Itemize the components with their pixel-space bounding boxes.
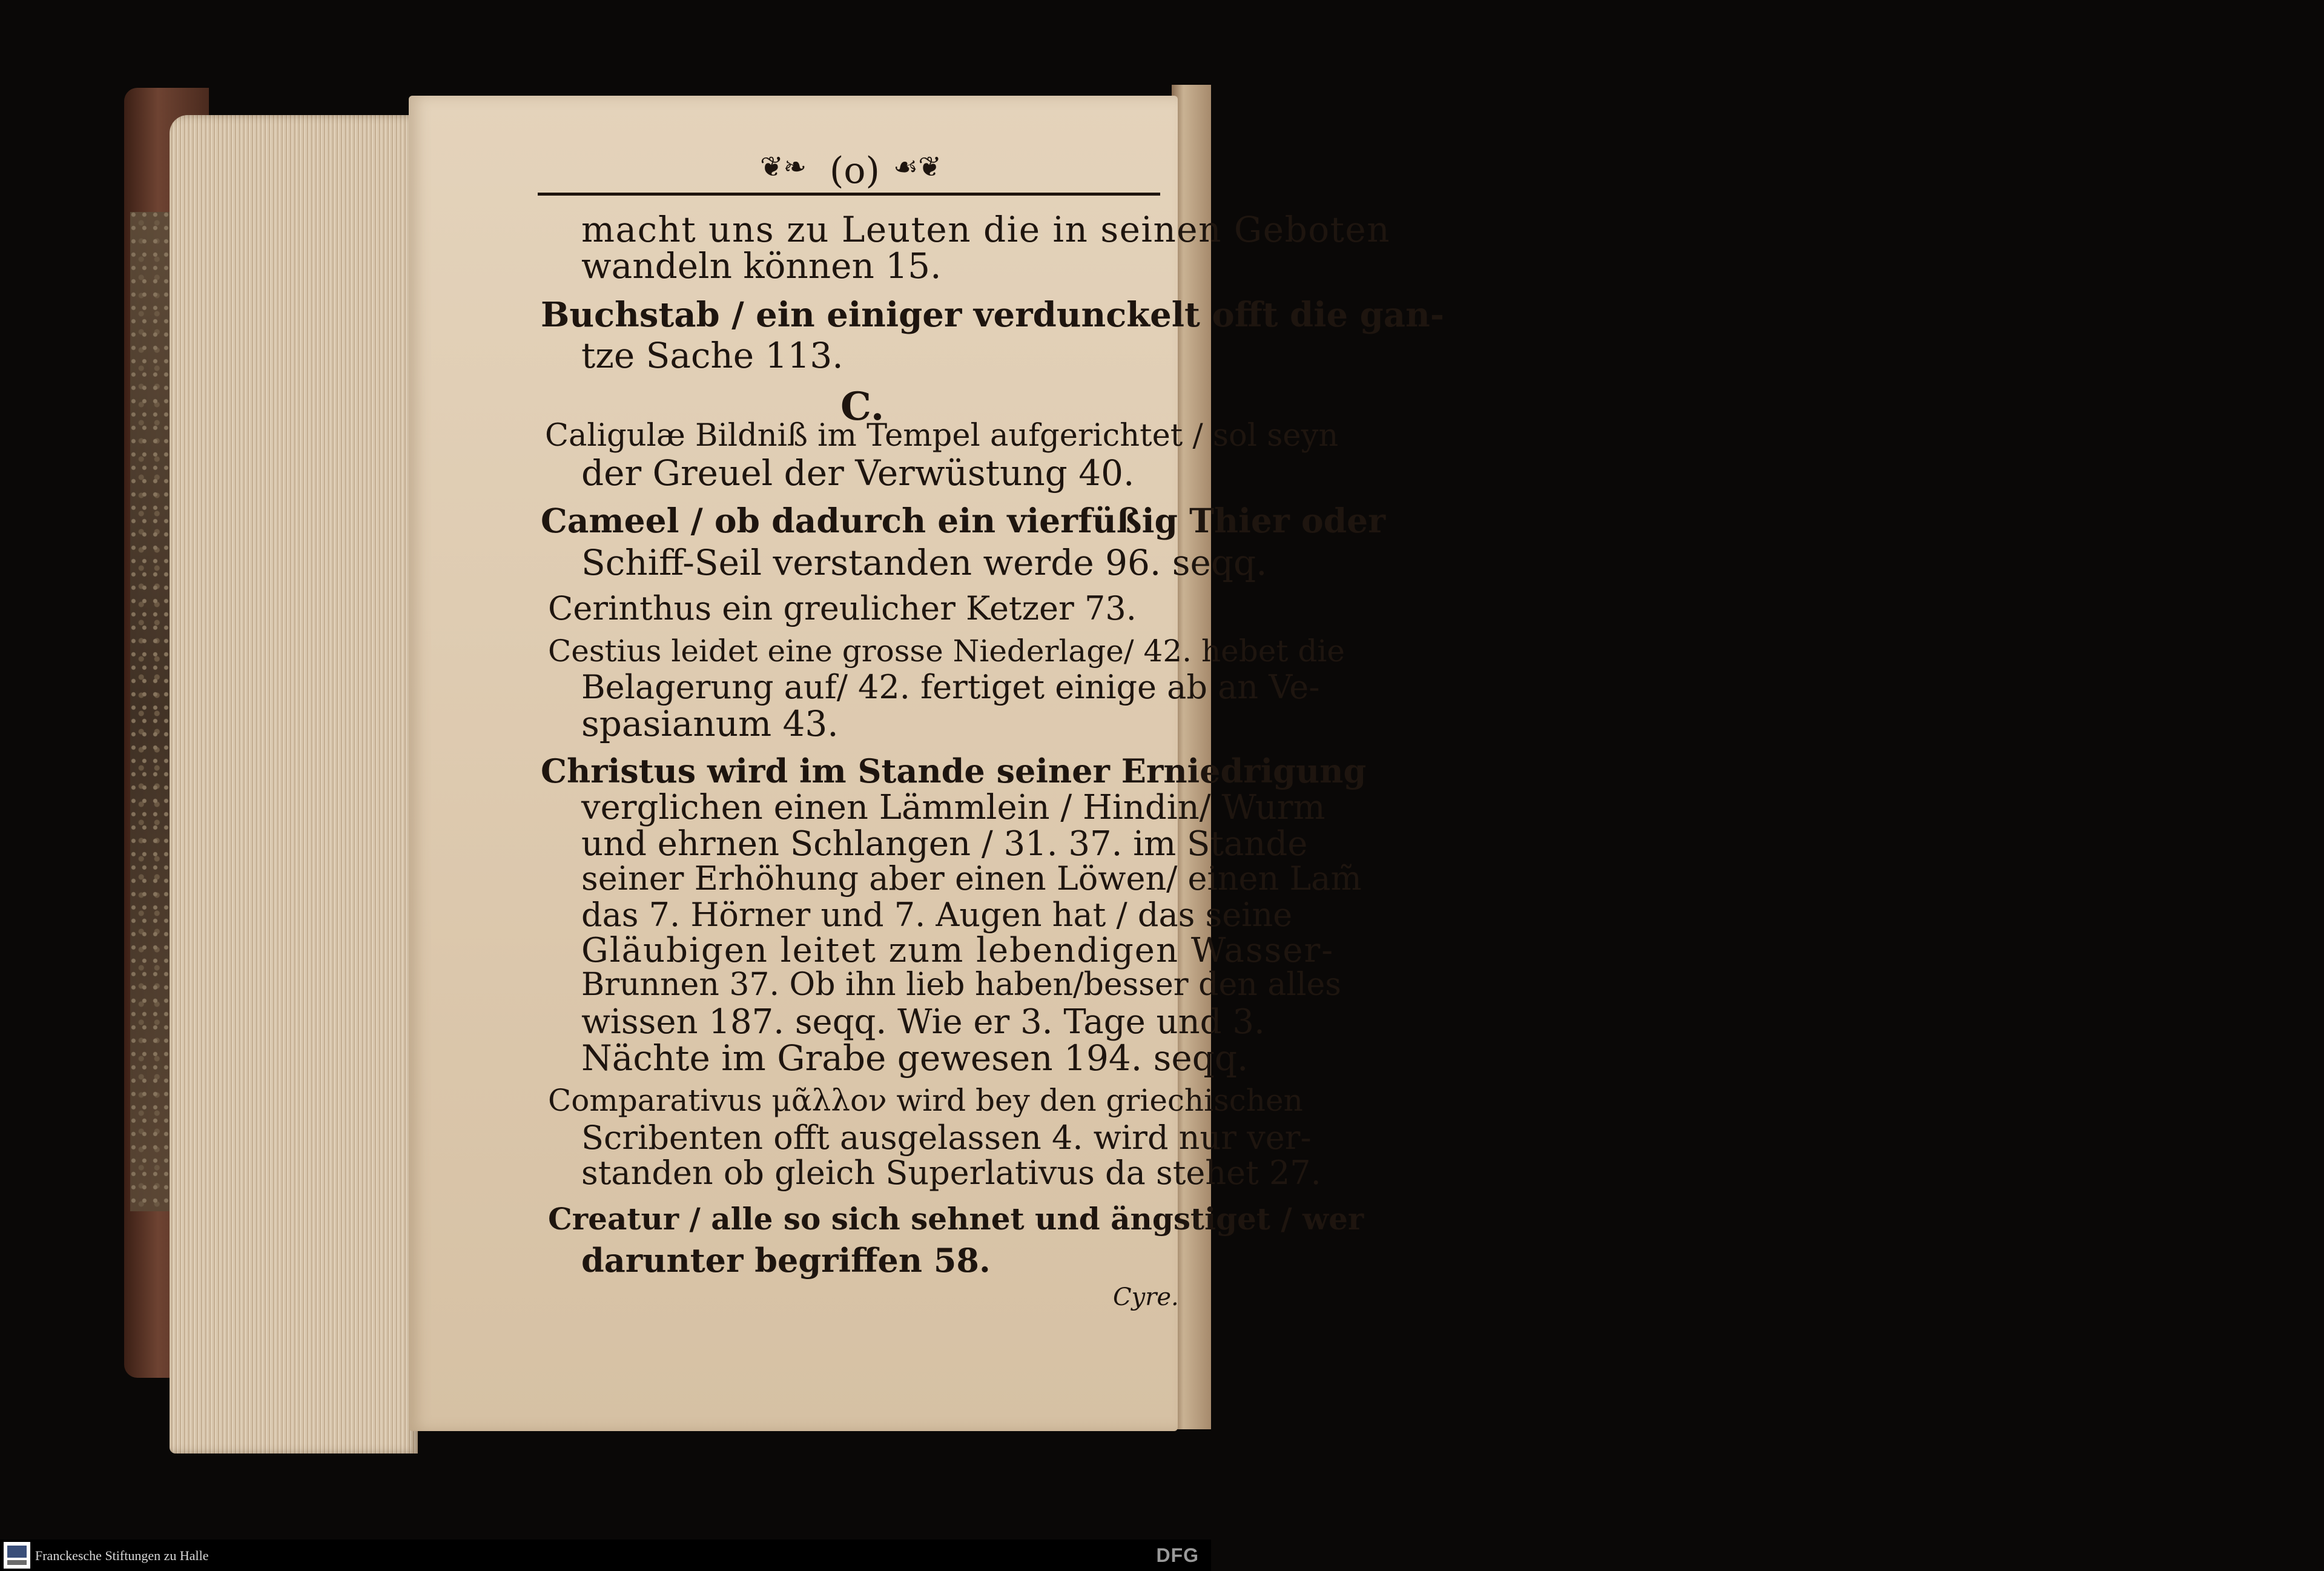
text-line: und ehrnen Schlangen / 31. 37. im Stande xyxy=(581,824,1308,864)
text-line: macht uns zu Leuten die in seinen Geboten xyxy=(581,209,1391,250)
institution-name: Franckesche Stiftungen zu Halle xyxy=(35,1548,209,1563)
text-line: spasianum 43. xyxy=(581,703,839,744)
section-letter: C. xyxy=(840,384,885,429)
header-ornament-left: ❦❧ xyxy=(760,150,807,183)
dfg-logo: DFG xyxy=(1156,1544,1199,1566)
header-ornament-right: ☙❦ xyxy=(893,150,942,183)
page-number: (o) xyxy=(830,150,880,192)
text-line: das 7. Hörner und 7. Augen hat / das seine xyxy=(581,896,1293,934)
text-line: Cerinthus ein greulicher Ketzer 73. xyxy=(548,589,1137,627)
text-line: Buchstab / ein einiger verdunckelt offt die gan- xyxy=(541,295,1444,335)
text-line: Schiff-Seil verstanden werde 96. seqq. xyxy=(581,542,1267,583)
text-line: Nächte im Grabe gewesen 194. seqq. xyxy=(581,1037,1249,1079)
page-block-edge xyxy=(170,115,418,1454)
text-line: Belagerung auf/ 42. fertiget einige ab an Ve- xyxy=(581,668,1320,706)
text-line: der Greuel der Verwüstung 40. xyxy=(581,452,1135,494)
text-line: Cameel / ob dadurch ein vierfüßig Thier oder xyxy=(541,501,1386,540)
text-line: verglichen einen Lämmlein / Hindin/ Wurm xyxy=(581,788,1325,827)
catchword: Cyre. xyxy=(1113,1283,1179,1311)
text-line: Scribenten offt ausgelassen 4. wird nur ver- xyxy=(581,1119,1312,1157)
text-line: wissen 187. seqq. Wie er 3. Tage und 3. xyxy=(581,1002,1265,1042)
text-line: wandeln können 15. xyxy=(581,245,942,286)
text-line: tze Sache 113. xyxy=(581,335,843,376)
institution-logo-icon xyxy=(4,1542,30,1569)
text-line: Caligulæ Bildniß im Tempel aufgerichtet / sol seyn xyxy=(545,418,1339,454)
viewer-footer xyxy=(0,1540,1211,1571)
text-line: Comparativus μᾶλλον wird bey den griechischen xyxy=(548,1083,1303,1118)
text-line: darunter begriffen 58. xyxy=(581,1241,991,1280)
text-line: seiner Erhöhung aber einen Löwen/ einen Lam̃ xyxy=(581,859,1362,898)
text-line: Brunnen 37. Ob ihn lieb haben/besser den alles xyxy=(581,967,1341,1003)
text-line: Christus wird im Stande seiner Erniedrigung xyxy=(541,752,1367,790)
text-line: Cestius leidet eine grosse Niederlage/ 42. hebet die xyxy=(548,633,1345,669)
header-rule xyxy=(538,193,1160,196)
text-line: Gläubigen leitet zum lebendigen Wasser- xyxy=(581,931,1335,970)
text-line: Creatur / alle so sich sehnet und ängstiget / wer xyxy=(548,1201,1364,1237)
text-line: standen ob gleich Superlativus da stehet 27. xyxy=(581,1154,1321,1192)
